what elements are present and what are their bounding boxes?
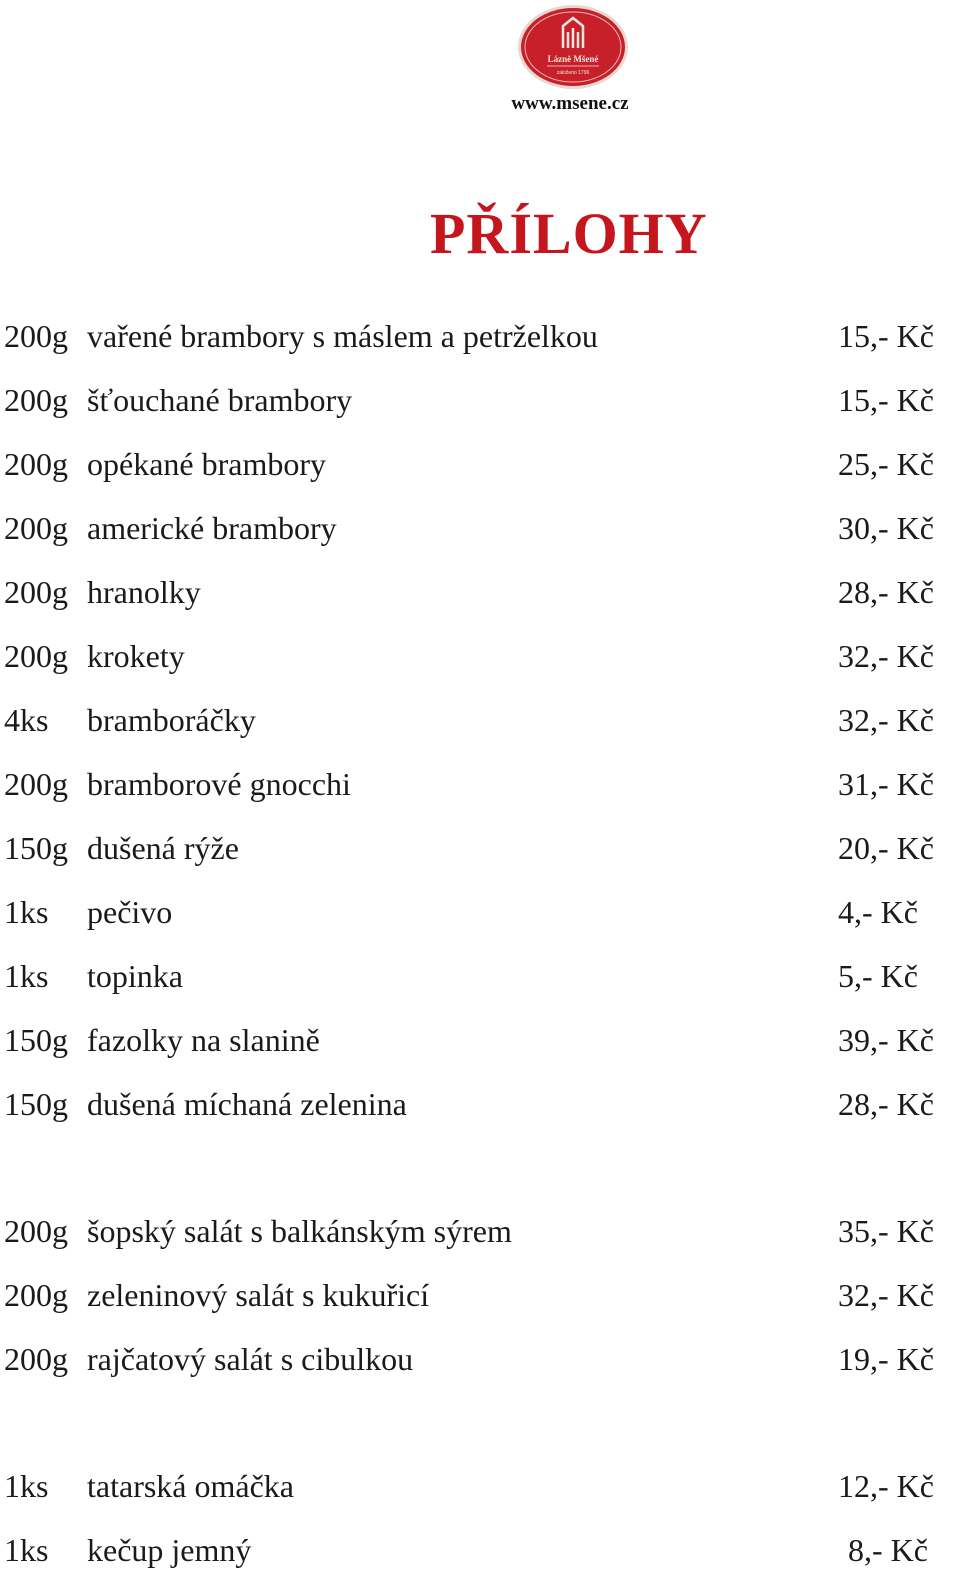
item-name: dušená míchaná zelenina (87, 1086, 407, 1122)
item-name: bramboráčky (87, 702, 256, 738)
menu-item-row (0, 944, 960, 1008)
item-price: 4,- Kč (838, 894, 918, 930)
item-price: 12,- Kč (838, 1468, 934, 1504)
item-name: americké brambory (87, 510, 337, 546)
menu-item-row (0, 1454, 960, 1518)
item-price: 32,- Kč (838, 1277, 934, 1313)
item-price: 39,- Kč (838, 1022, 934, 1058)
logo-emblem (517, 4, 629, 90)
menu-item-row (0, 1518, 960, 1582)
item-price: 28,- Kč (838, 574, 934, 610)
item-quantity: 150g (4, 1022, 68, 1058)
item-quantity: 200g (4, 446, 68, 482)
item-price: 25,- Kč (838, 446, 934, 482)
menu-item-row (0, 1072, 960, 1136)
item-price: 32,- Kč (838, 638, 934, 674)
item-quantity: 200g (4, 1213, 68, 1249)
item-quantity: 150g (4, 1086, 68, 1122)
item-name: pečivo (87, 894, 173, 930)
item-quantity: 200g (4, 318, 68, 354)
item-quantity: 1ks (4, 958, 49, 994)
item-name: fazolky na slanině (87, 1022, 320, 1058)
item-quantity: 200g (4, 382, 68, 418)
item-price: 35,- Kč (838, 1213, 934, 1249)
item-price: 28,- Kč (838, 1086, 934, 1122)
menu-item-row (0, 560, 960, 624)
item-name: bramborové gnocchi (87, 766, 351, 802)
menu-list (0, 304, 960, 1582)
item-price: 32,- Kč (838, 702, 934, 738)
item-name: zeleninový salát s kukuřicí (87, 1277, 430, 1313)
section-spacer (0, 1136, 960, 1199)
section-spacer (0, 1391, 960, 1454)
item-quantity: 1ks (4, 1532, 49, 1568)
item-name: topinka (87, 958, 183, 994)
item-quantity: 150g (4, 830, 68, 866)
item-quantity: 1ks (4, 894, 49, 930)
menu-item-row (0, 432, 960, 496)
item-price: 15,- Kč (838, 382, 934, 418)
item-price: 20,- Kč (838, 830, 934, 866)
menu-item-row (0, 496, 960, 560)
logo-text-top: Lázně Mšené (547, 54, 599, 64)
page-title: PŘÍLOHY (430, 201, 708, 266)
item-quantity: 200g (4, 574, 68, 610)
item-price: 15,- Kč (838, 318, 934, 354)
item-name: rajčatový salát s cibulkou (87, 1341, 414, 1377)
menu-item-row (0, 688, 960, 752)
menu-item-row (0, 368, 960, 432)
item-quantity: 200g (4, 510, 68, 546)
item-name: krokety (87, 638, 185, 674)
item-name: dušená rýže (87, 830, 239, 866)
item-price: 8,- Kč (848, 1532, 928, 1568)
item-name: tatarská omáčka (87, 1468, 294, 1504)
item-quantity: 4ks (4, 702, 49, 738)
menu-item-row (0, 624, 960, 688)
item-price: 5,- Kč (838, 958, 918, 994)
item-name: šopský salát s balkánským sýrem (87, 1213, 512, 1249)
item-name: vařené brambory s máslem a petrželkou (87, 318, 598, 354)
menu-item-row (0, 304, 960, 368)
logo-text-bottom: založeno 1796 (556, 70, 590, 76)
menu-item-row (0, 816, 960, 880)
menu-item-row (0, 1327, 960, 1391)
item-name: hranolky (87, 574, 201, 610)
item-quantity: 200g (4, 766, 68, 802)
item-quantity: 200g (4, 1341, 68, 1377)
item-name: kečup jemný (87, 1532, 252, 1568)
item-price: 19,- Kč (838, 1341, 934, 1377)
menu-item-row (0, 752, 960, 816)
item-price: 30,- Kč (838, 510, 934, 546)
item-price: 31,- Kč (838, 766, 934, 802)
menu-item-row (0, 1263, 960, 1327)
item-quantity: 200g (4, 1277, 68, 1313)
item-quantity: 200g (4, 638, 68, 674)
website-url: www.msene.cz (511, 93, 629, 114)
menu-item-row (0, 880, 960, 944)
menu-item-row (0, 1008, 960, 1072)
logo (517, 4, 629, 90)
item-name: opékané brambory (87, 446, 327, 482)
menu-item-row (0, 1199, 960, 1263)
item-name: šťouchané brambory (87, 382, 353, 418)
item-quantity: 1ks (4, 1468, 49, 1504)
